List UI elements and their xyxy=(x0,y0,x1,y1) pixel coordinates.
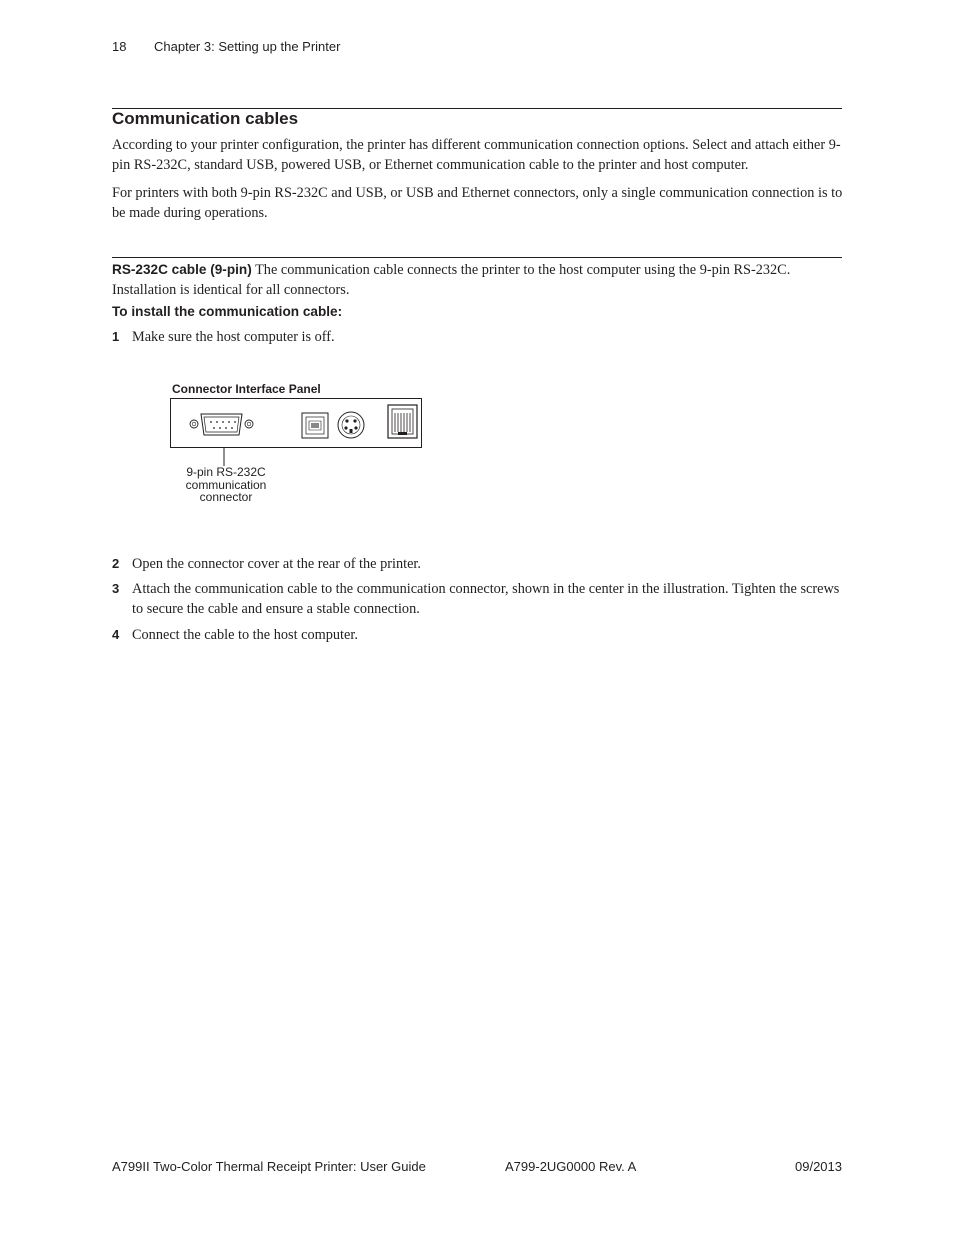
section-title: Communication cables xyxy=(112,109,299,128)
rs232-text: The communication cable connects the printer to the host computer using the 9-pin RS-232C. Installation is identical for all connectors. xyxy=(112,262,791,298)
step-3 xyxy=(112,579,842,619)
procedure-title: To install the communication cable: xyxy=(112,304,343,319)
page-number: 18 xyxy=(112,39,127,54)
intro-paragraph: According to your printer configuration, the printer has different communication connection options. Select and attach either 9-pin RS-232C, standard USB, powered USB, or Ethernet communication cable to the printer and host computer. xyxy=(112,137,841,173)
running-header xyxy=(112,39,340,54)
subsection-rule xyxy=(112,257,842,258)
caption-line: connector xyxy=(199,490,253,504)
panel-outline xyxy=(171,399,422,448)
caption-line: 9-pin RS-232C xyxy=(186,465,266,479)
step-2 xyxy=(112,554,842,574)
footer-title: A799II Two-Color Thermal Receipt Printer: User Guide xyxy=(112,1159,426,1174)
step-1 xyxy=(112,327,842,347)
step-text: Make sure the host computer is off. xyxy=(132,329,335,345)
step-number: 4 xyxy=(112,627,120,642)
step-number: 3 xyxy=(112,581,120,596)
step-text: Attach the communication cable to the communication connector, shown in the center in the illustration. Tighten the screws to secure the cable and ensure a stable connection. xyxy=(132,581,840,617)
step-text: Connect the cable to the host computer. xyxy=(132,627,358,643)
chapter-title: Chapter 3: Setting up the Printer xyxy=(154,39,341,54)
step-number: 1 xyxy=(112,329,120,344)
footer-doc-number: A799-2UG0000 Rev. A xyxy=(505,1159,637,1174)
usb-port-icon xyxy=(302,413,328,438)
figure-title: Connector Interface Panel xyxy=(172,382,321,396)
footer-date: 09/2013 xyxy=(795,1159,842,1174)
step-text: Open the connector cover at the rear of the printer. xyxy=(132,556,421,572)
figure-caption xyxy=(170,466,282,504)
step-4 xyxy=(112,625,842,645)
connector-panel-diagram xyxy=(168,396,424,468)
rs232-label: RS-232C cable (9-pin) xyxy=(112,262,252,277)
note-paragraph: For printers with both 9-pin RS-232C and USB, or USB and Ethernet connectors, only a single communication connection is to be made during operations. xyxy=(112,185,843,221)
step-number: 2 xyxy=(112,556,120,571)
rs232-paragraph xyxy=(112,260,844,300)
caption-line: communication xyxy=(185,477,267,492)
